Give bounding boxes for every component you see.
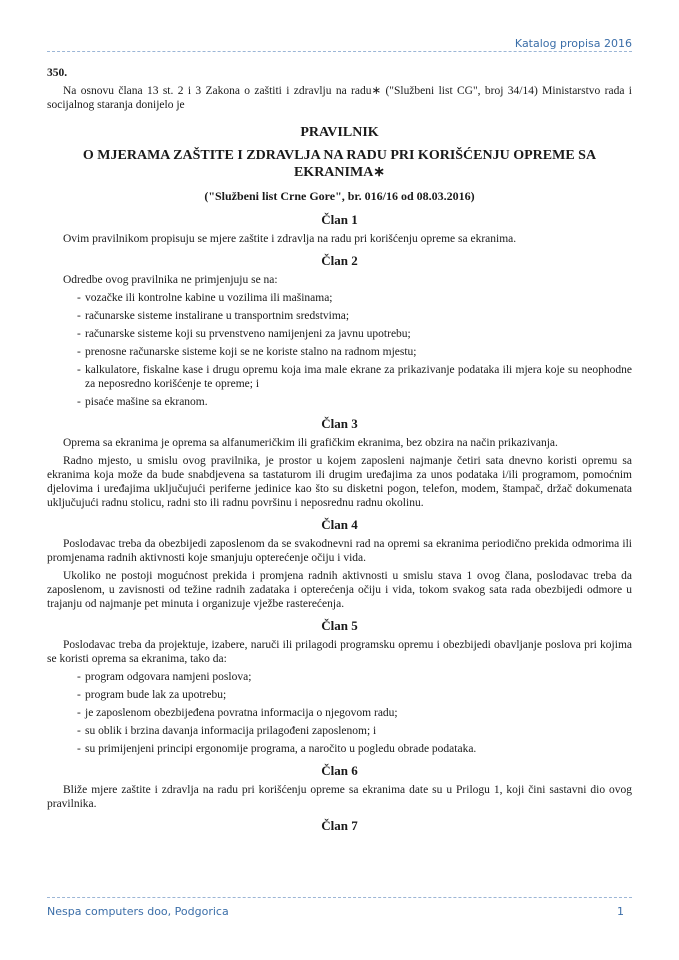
document-title: PRAVILNIK xyxy=(300,125,379,140)
document-body xyxy=(47,66,632,838)
article-6-heading: Član 6 xyxy=(321,763,358,778)
gazette-reference: ("Službeni list Crne Gore", br. 016/16 od 08.03.2016) xyxy=(204,189,475,203)
list-item: - računarske sisteme instalirane u transportnim sredstvima; xyxy=(77,309,632,323)
article-5-list xyxy=(47,670,632,756)
article-5-heading: Član 5 xyxy=(321,618,358,633)
preamble: Na osnovu člana 13 st. 2 i 3 Zakona o zaštiti i zdravlju na radu∗ ("Službeni list CG", broj 34/14) Ministarstvo rada i socijalnog staranja donijelo je xyxy=(47,85,632,111)
list-item: - program odgovara namjeni poslova; xyxy=(77,670,632,684)
article-3-heading: Član 3 xyxy=(321,416,358,431)
article-5-intro: Poslodavac treba da projektuje, izabere, naruči ili prilagodi programsku opremu i obezbijedi obavljanje poslova pri kojima se koristi oprema sa ekranima, tako da: xyxy=(47,639,632,665)
catalog-header: Katalog propisa 2016 xyxy=(514,37,632,50)
list-item: - pisaće mašine sa ekranom. xyxy=(77,395,632,409)
list-item: - su oblik i brzina davanja informacija prilagođeni zaposlenom; i xyxy=(77,724,632,738)
article-7-heading: Član 7 xyxy=(321,818,358,833)
article-6-text: Bliže mjere zaštite i zdravlja na radu pri korišćenju opreme sa ekranima date su u Prilogu 1, koji čini sastavni dio ovog pravilnika. xyxy=(47,784,632,810)
list-item: - su primijenjeni principi ergonomije programa, a naročito u pogledu obrade podataka. xyxy=(77,742,632,756)
article-3-paragraph-2: Radno mjesto, u smislu ovog pravilnika, je prostor u kojem zaposleni najmanje četiri sata dnevno koristi opremu sa ekranima koja može da bude snabdjevena sa tastaturom ili drugim uređajima za unos podataka i/ili programom, pomoćnim djelovima i uređajima uključujući periferne jedinice kao što su disketni pogon, telefon, modem, štampač, držač dokumenata uključujući radnu stolicu, radni sto ili radnu površinu i neposrednu radnu okolinu. xyxy=(47,455,632,509)
article-1-text: Ovim pravilnikom propisuju se mjere zaštite i zdravlja na radu pri korišćenju opreme sa ekranima. xyxy=(63,233,517,245)
article-4-heading: Član 4 xyxy=(321,517,358,532)
header-divider xyxy=(47,51,632,52)
page-number: 1 xyxy=(617,905,624,918)
article-2-list xyxy=(47,291,632,409)
list-item: - vozačke ili kontrolne kabine u vozilima ili mašinama; xyxy=(77,291,632,305)
article-2-heading: Član 2 xyxy=(321,253,358,268)
article-1-heading: Član 1 xyxy=(321,212,358,227)
document-number: 350. xyxy=(47,67,68,79)
article-3-paragraph-1: Oprema sa ekranima je oprema sa alfanumeričkim ili grafičkim ekranima, bez obzira na način prikazivanja. xyxy=(63,437,558,449)
list-item: - računarske sisteme koji su prvenstveno namijenjeni za javnu upotrebu; xyxy=(77,327,632,341)
article-4-paragraph-1: Poslodavac treba da obezbijedi zaposlenom da se svakodnevni rad na opremi sa ekranima periodično prekida odmorima ili promjenama radnih aktivnosti koje smanjuju opterećenje očiju i vida. xyxy=(47,538,632,564)
article-4-paragraph-2: Ukoliko ne postoji mogućnost prekida i promjena radnih aktivnosti u smislu stava 1 ovog člana, poslodavac treba da zaposlenom, u zavisnosti od težine radnih zadataka i opterećenja očiju i vida, tokom svakog sata rada obezbijedi odmore u trajanju od najmanje pet minuta i organizuje vježbe rasterećenja. xyxy=(47,570,632,610)
article-2-intro: Odredbe ovog pravilnika ne primjenjuju se na: xyxy=(63,274,278,286)
list-item: - prenosne računarske sisteme koji se ne koriste stalno na radnom mjestu; xyxy=(77,345,632,359)
footer-divider xyxy=(47,897,632,898)
document-subtitle: O MJERAMA ZAŠTITE I ZDRAVLJA NA RADU PRI KORIŠĆENJU OPREME SA EKRANIMA∗ xyxy=(82,148,597,180)
list-item: - program bude lak za upotrebu; xyxy=(77,688,632,702)
list-item: - je zaposlenom obezbijeđena povratna informacija o njegovom radu; xyxy=(77,706,632,720)
footer-company: Nespa computers doo, Podgorica xyxy=(47,905,229,918)
list-item: - kalkulatore, fiskalne kase i drugu opremu koja ima male ekrane za prikazivanje podataka ili mjera koje su neophodne za neposredno korišćenje te opreme; i xyxy=(77,363,632,391)
